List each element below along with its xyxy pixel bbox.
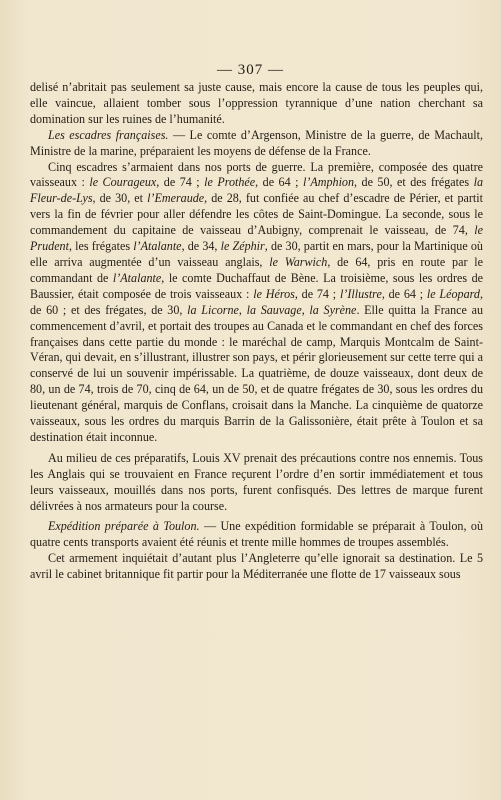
italic-run: l’Illustre (339, 286, 382, 301)
paragraph (30, 551, 483, 583)
page-number: — 307 — (217, 62, 284, 78)
italic-run: la Fleur-de-Lys (30, 175, 483, 206)
text-run: , de 30, et (92, 191, 148, 206)
text-run: , de 28, fut confiée au chef d’escadre de Périer, et partit vers la fin de février pour aller défendre les côtes de Saint-Domingue. La seconde, sous le commandement du capitaine de vaisseau d’Aubigny, comprenait le vaisseau, de 74, (30, 191, 483, 238)
text-run: — Le comte d’Argenson, Ministre de la guerre, de Machault, Ministre de la marine, préparaient les moyens de défense de la France. (30, 127, 483, 158)
text-run: , de 30, partit en mars, pour la Martinique où elle arriva augmentée d’un vaisseau anglais, (30, 239, 483, 269)
text-run: , de 64 ; (255, 175, 303, 190)
text-run: , de 34, (181, 239, 221, 254)
italic-run: l’Amphion (302, 175, 355, 190)
italic-run: la Licorne (187, 302, 239, 317)
italic-run: l’Atalante (112, 270, 162, 285)
italic-run: le Prudent (30, 223, 483, 254)
italic-run: Expédition préparée à Toulon. (48, 519, 200, 534)
italic-run: le Léopard (426, 286, 480, 301)
text-run: , (301, 302, 310, 317)
paragraph (30, 128, 483, 160)
text-run: , de 60 ; et des frégates, de 30, (30, 286, 483, 317)
paragraph (30, 80, 483, 128)
italic-run: l’Atalante (133, 239, 182, 254)
text-run: , (238, 302, 247, 317)
text-run: , de 64 ; (381, 286, 427, 301)
text-run: , de 74 ; (156, 175, 205, 190)
text-run: Cinq escadres s’armaient dans nos ports de guerre. La première, composée des quatre vaisseaux : (30, 159, 483, 190)
text-run: Au milieu de ces préparatifs, Louis XV prenait des précautions contre nos ennemis. Tous les Anglais qui se trouvaient en France reçurent l’ordre d’en sortir immédiatement et tous leurs vaisseaux, mouillés dans nos ports, furent confisqués. Des lettres de marque furent délivrées à nos armateurs pour la course. (30, 450, 483, 513)
text-run: Cet armement inquiétait d’autant plus l’Angleterre qu’elle ignorait sa destination. Le 5 avril le cabinet britannique fit partir pour la Méditerranée une flotte de 17 vaisseaux sous (30, 551, 483, 582)
paragraph (30, 160, 483, 446)
italic-run: la Sauvage (246, 302, 302, 317)
italic-run: le Héros (253, 286, 295, 301)
text-run: delisé n’abritait pas seulement sa juste cause, mais encore la cause de tous les peuples qui, elle vaincue, allaient tomber sous l’oppression tyrannique d’une nation cherchant sa domination sur les ruines de l’humanité. (30, 80, 483, 126)
italic-run: le Warwich (269, 254, 328, 269)
text-run: . Elle quitta la France au commencement d’avril, et portait des troupes au Canada et le commandant en chef des forces françaises dans cette partie du monde : le maréchal de camp, Marquis Montcalm de Saint-Véran, qui devait, en s’illustrant, illustrer son pays, et périr glorieusement sur cette terre qui a conservé de lui un souvenir impérissable. La quatrième, de douze vaisseaux, dont deux de 80, un de 74, trois de 70, cinq de 64, un de 50, et de quatre frégates de 30, sous les ordres du lieutenant général, marquis de Conflans, croisait dans la Manche. La cinquième de quatorze vaisseaux, sous les ordres du marquis Barrin de la Galissonière, était prête à Toulon et sa destination était inconnue. (30, 302, 484, 444)
text-run: — Une expédition formidable se préparait à Toulon, où quatre cents transports avaient été réunis et trente mille hommes de troupes assemblés. (30, 519, 483, 550)
italic-run: le Courageux (89, 175, 157, 190)
italic-run: le Prothée (204, 175, 256, 190)
page-text (30, 80, 483, 583)
italic-run: le Zéphir (220, 239, 265, 254)
text-run: , de 50, et des frégates (354, 175, 474, 190)
text-run: , de 64, pris en route par le commandant de (30, 254, 484, 285)
text-run: , de 74 ; (294, 286, 340, 301)
italic-run: l’Emeraude (147, 191, 205, 206)
paragraph (30, 451, 483, 515)
italic-run: Les escadres françaises. (48, 127, 169, 142)
text-run: , les frégates (68, 239, 134, 254)
paragraph (30, 519, 483, 551)
text-run: , le comte Duchaffaut de Bène. La troisième, sous les ordres de Baussier, était composée de trois vaisseaux : (30, 270, 483, 301)
italic-run: la Syrène (309, 302, 357, 317)
